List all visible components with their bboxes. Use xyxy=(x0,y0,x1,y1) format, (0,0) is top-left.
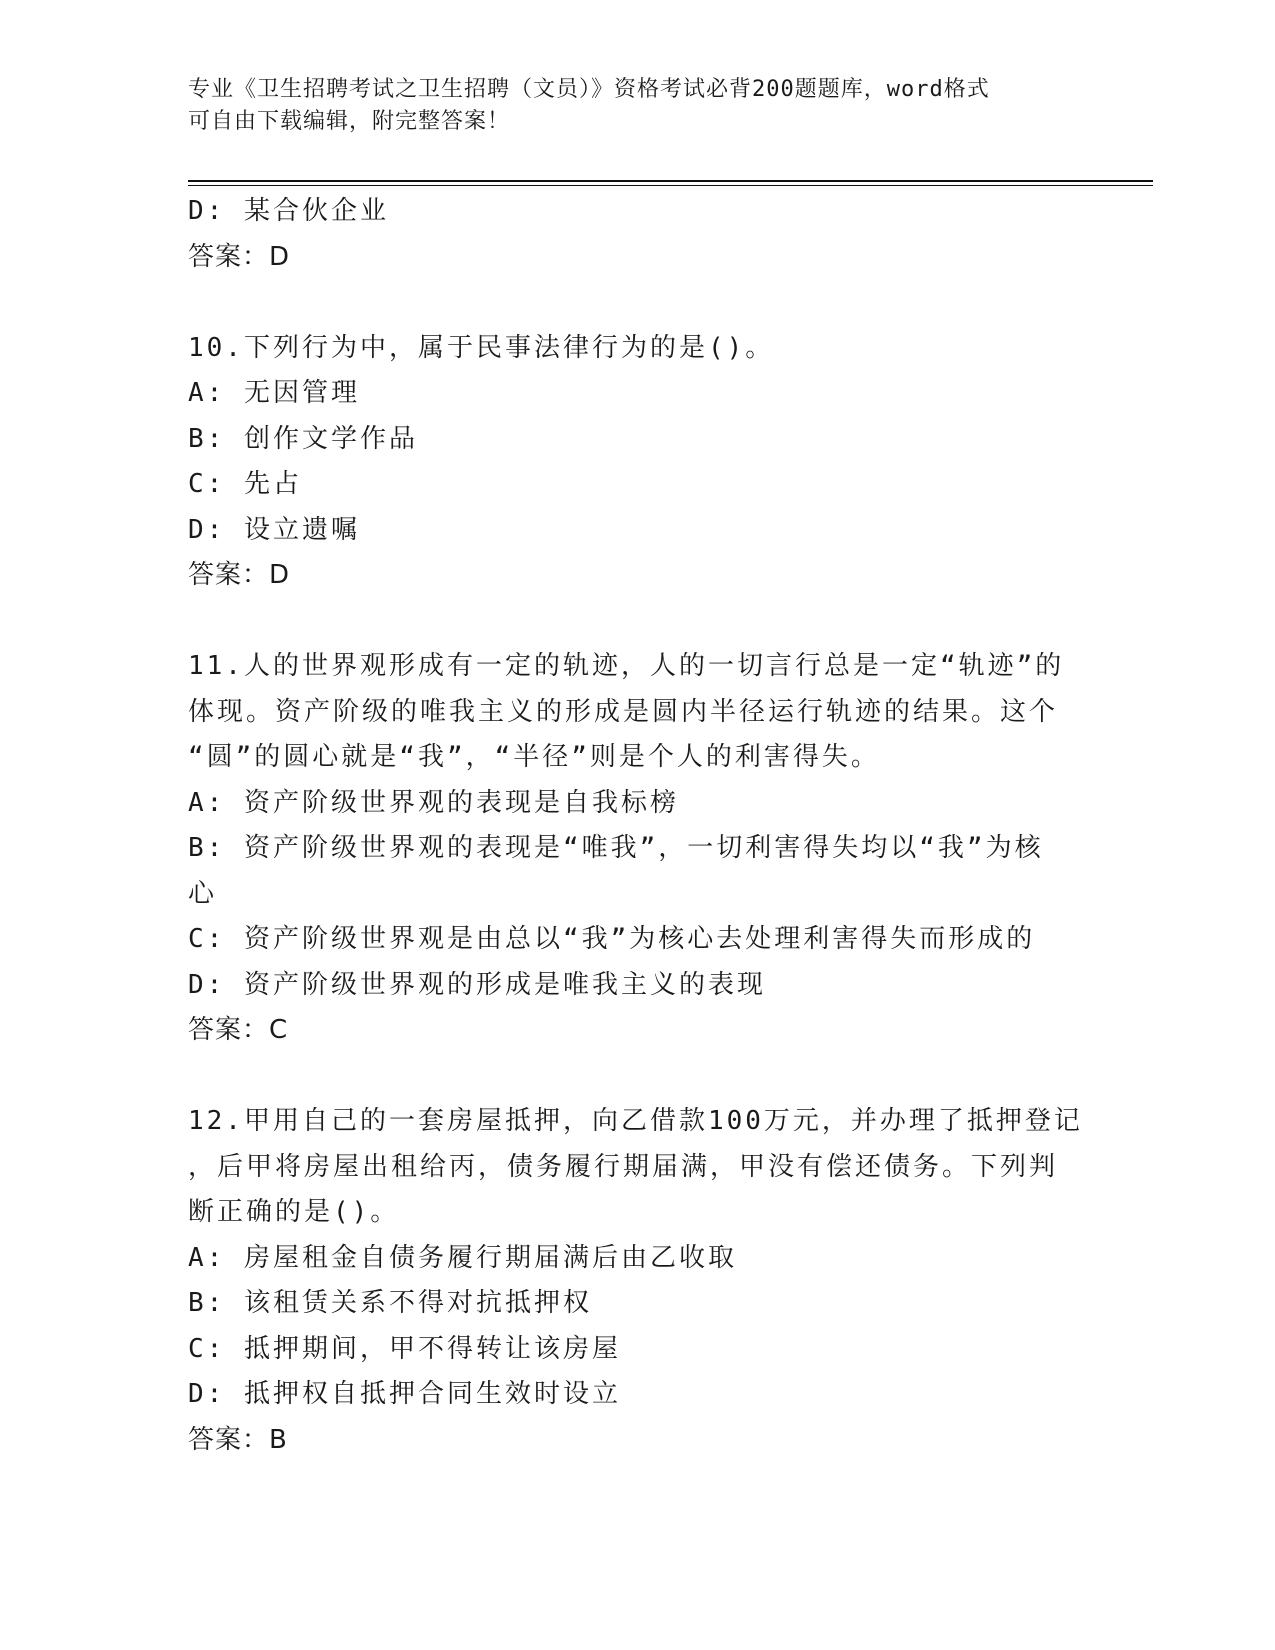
question-stem-line-1: 12.甲用自己的一套房屋抵押，向乙借款100万元，并办理了抵押登记 xyxy=(188,1106,1083,1136)
option-b-line-1: B: 资产阶级世界观的表现是“唯我”，一切利害得失均以“我”为核 xyxy=(188,833,1044,863)
question-9-tail xyxy=(188,189,1088,280)
option-b: B: 该租赁关系不得对抗抵押权 xyxy=(188,1288,592,1318)
question-12 xyxy=(188,1099,1088,1463)
header-divider-thick xyxy=(188,180,1153,182)
question-stem-line-3: “圆”的圆心就是“我”，“半径”则是个人的利害得失。 xyxy=(188,742,880,772)
option-b: B: 创作文学作品 xyxy=(188,423,418,454)
question-11 xyxy=(188,644,1088,1054)
question-stem-line-3: 断正确的是()。 xyxy=(188,1197,400,1227)
question-content xyxy=(188,189,1088,1463)
option-d: D: 某合伙企业 xyxy=(188,196,389,226)
spacer xyxy=(188,599,1088,645)
option-d: D: 抵押权自抵押合同生效时设立 xyxy=(188,1379,621,1409)
option-b-line-2: 心 xyxy=(188,878,218,909)
option-a: A: 无因管理 xyxy=(188,378,360,408)
question-stem-line-1: 11.人的世界观形成有一定的轨迹，人的一切言行总是一定“轨迹”的 xyxy=(188,651,1065,681)
answer-line: 答案：D xyxy=(188,560,291,590)
option-d: D: 资产阶级世界观的形成是唯我主义的表现 xyxy=(188,969,766,1000)
answer-line: 答案：B xyxy=(188,1424,288,1455)
question-10 xyxy=(188,326,1088,599)
header-title-line-1: 专业《卫生招聘考试之卫生招聘（文员）》资格考试必背200题题库，word格式 xyxy=(188,77,990,102)
answer-line: 答案：C xyxy=(188,1015,289,1045)
document-header xyxy=(188,74,1068,138)
option-d: D: 设立遗嘱 xyxy=(188,514,360,545)
option-c: C: 资产阶级世界观是由总以“我”为核心去处理利害得失而形成的 xyxy=(188,924,1036,954)
question-stem: 10.下列行为中，属于民事法律行为的是()。 xyxy=(188,332,775,363)
option-a: A: 房屋租金自债务履行期届满后由乙收取 xyxy=(188,1242,737,1273)
option-a: A: 资产阶级世界观的表现是自我标榜 xyxy=(188,787,679,818)
spacer xyxy=(188,280,1088,326)
question-stem-line-2: 体现。资产阶级的唯我主义的形成是圆内半径运行轨迹的结果。这个 xyxy=(188,696,1059,727)
spacer xyxy=(188,1054,1088,1100)
option-c: C: 抵押期间，甲不得转让该房屋 xyxy=(188,1333,621,1364)
header-title-line-2: 可自由下载编辑，附完整答案！ xyxy=(188,109,511,134)
question-stem-line-2: ，后甲将房屋出租给丙，债务履行期届满，甲没有偿还债务。下列判 xyxy=(188,1151,1059,1182)
header-divider-thin xyxy=(188,185,1153,186)
answer-line: 答案：D xyxy=(188,241,291,272)
option-c: C: 先占 xyxy=(188,469,302,499)
